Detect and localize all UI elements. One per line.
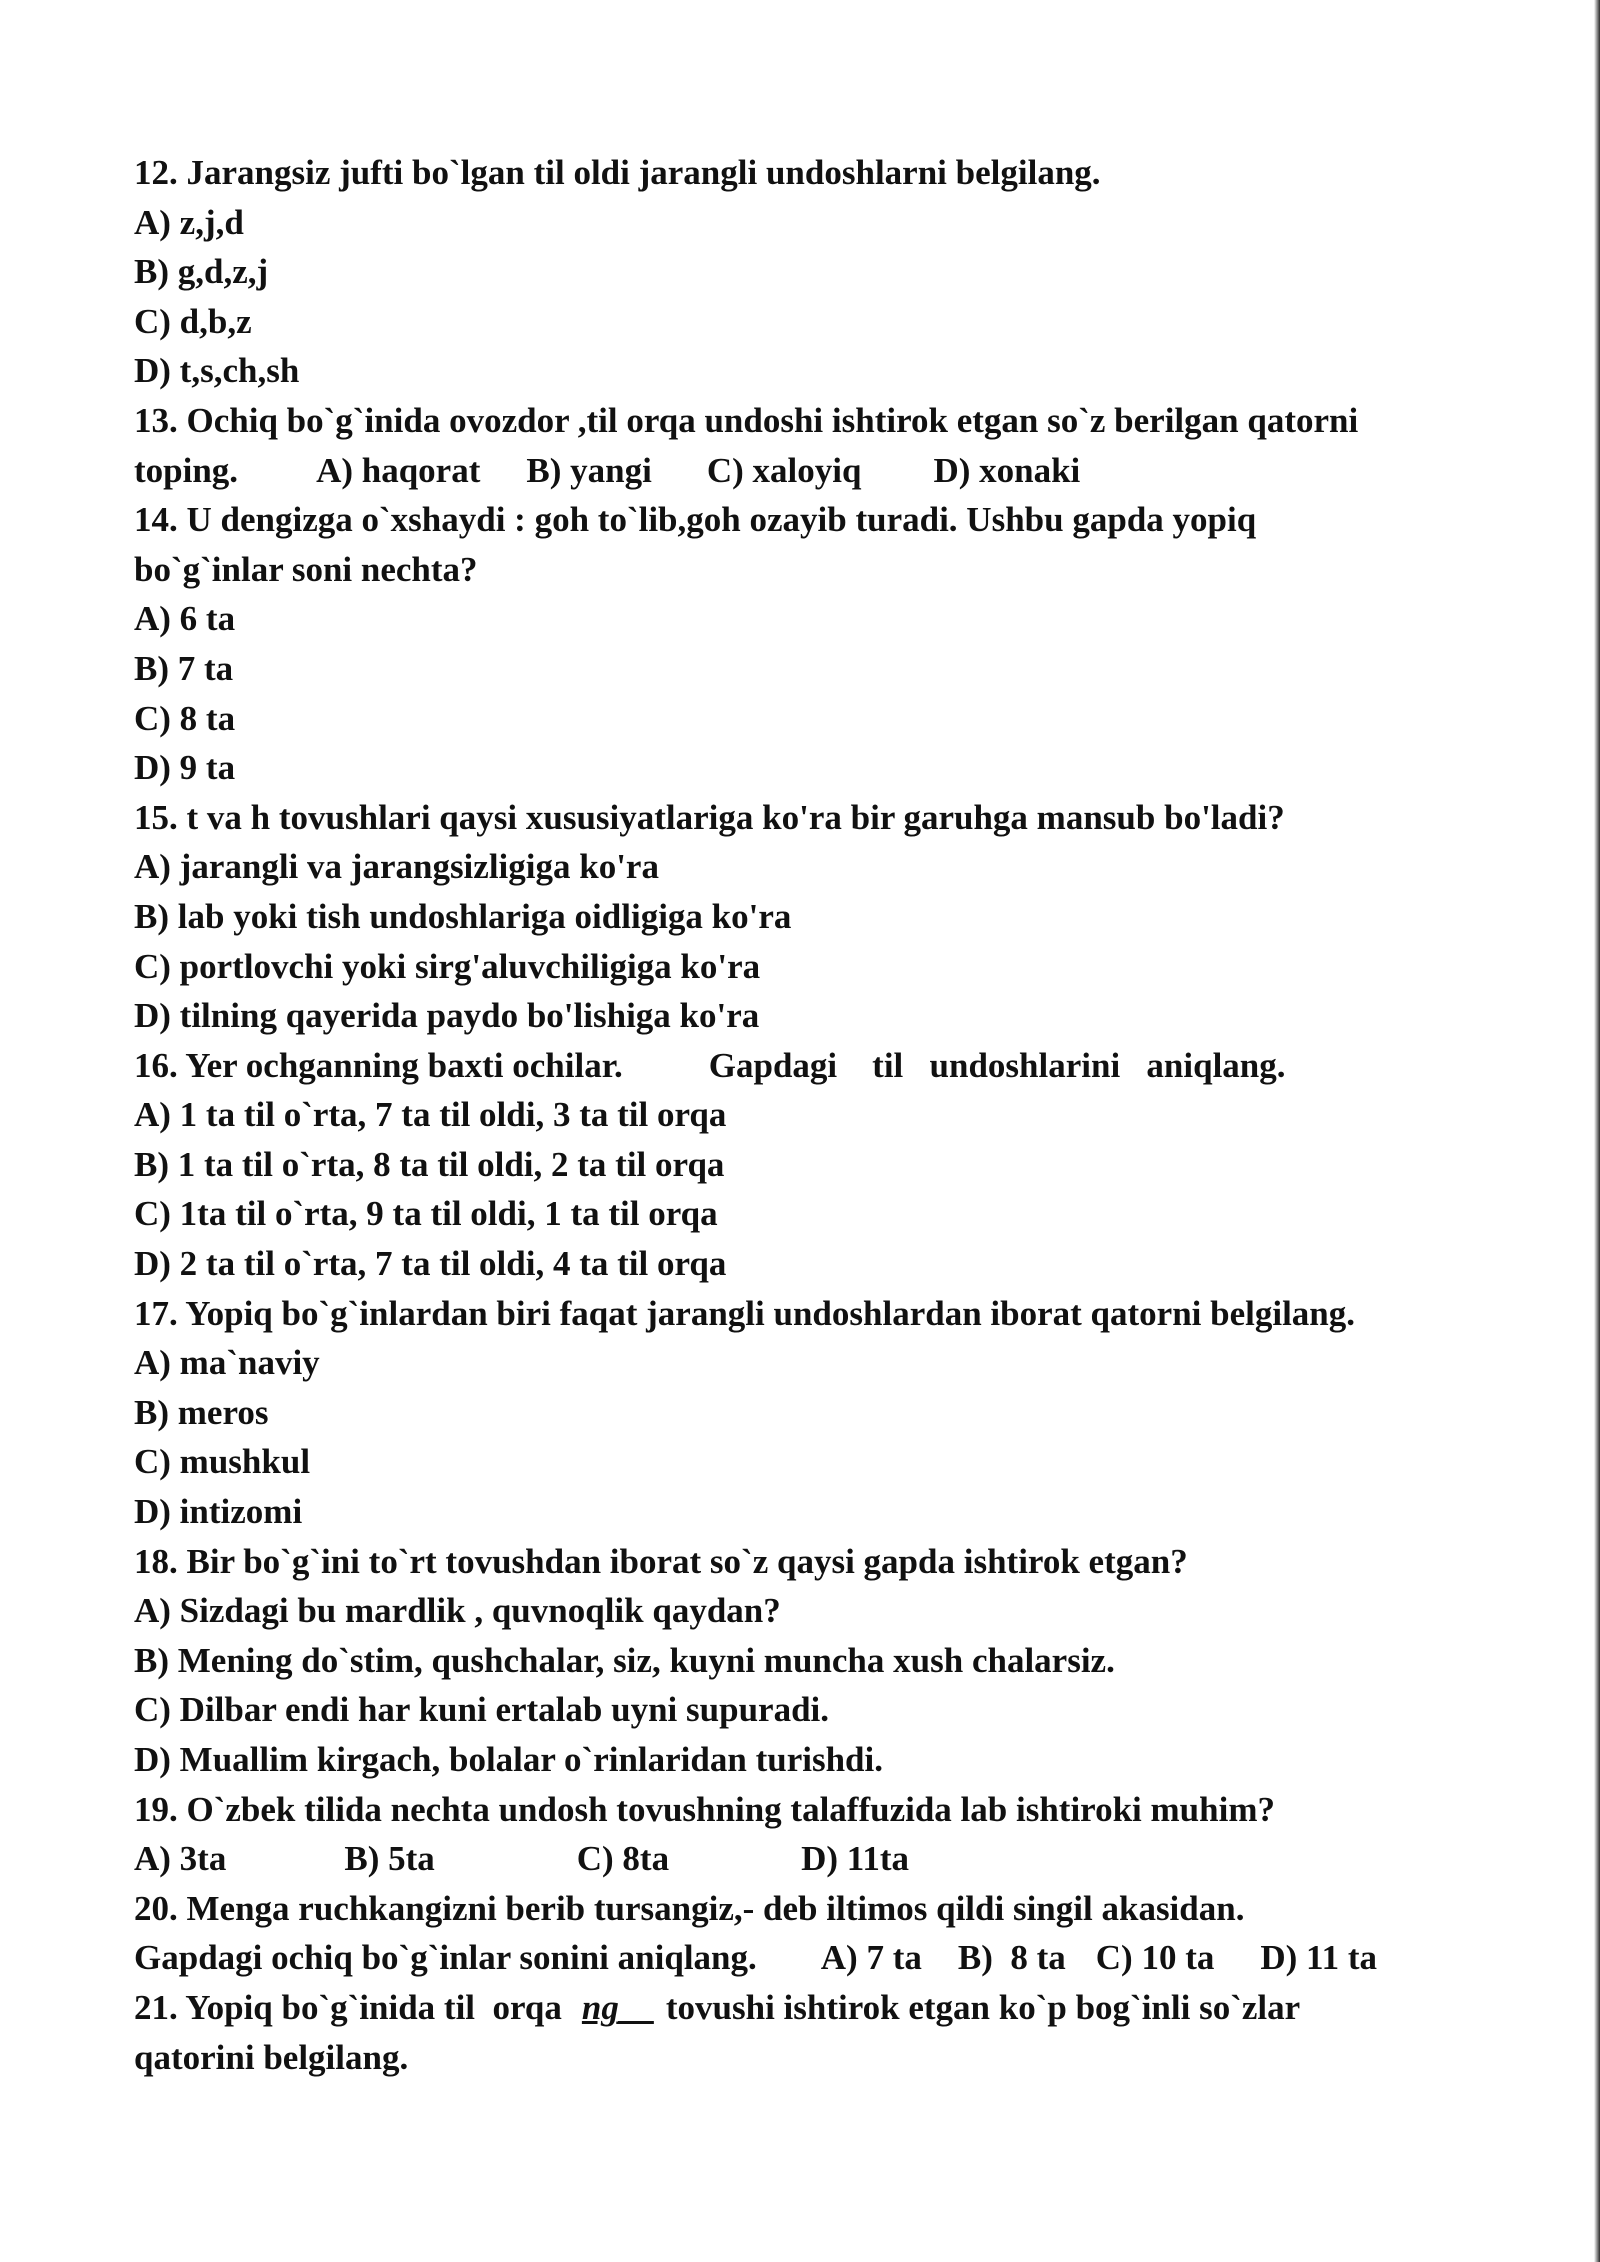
q16-option-b: B) 1 ta til o`rta, 8 ta til oldi, 2 ta til orqa [134,1144,725,1184]
question-12: 12. Jarangsiz jufti bo`lgan til oldi jarangli undoshlarni belgilang. [134,153,1101,192]
q20-option-d: D) 11 ta [1260,1938,1378,1978]
q17-option-d: D) intizomi [134,1492,303,1532]
q14-option-a: A) 6 ta [134,599,236,639]
q18-option-d: D) Muallim kirgach, bolalar o`rinlaridan turishdi. [134,1740,883,1779]
q20-option-c: C) 10 ta [1095,1938,1215,1978]
question-18: 18. Bir bo`g`ini to`rt tovushdan iborat so`z qaysi gapda ishtirok etgan? [134,1541,1188,1581]
q12-option-b: B) g,d,z,j [134,252,269,292]
q17-option-a: A) ma`naviy [134,1343,320,1383]
q20-option-b: B) 8 ta [957,1938,1066,1978]
q13-prefix: toping. [134,450,239,490]
page-edge-shadow [1594,0,1600,2262]
q21-underlined-sound: ng__ [581,1987,654,2027]
q14-option-b: B) 7 ta [134,648,234,688]
q20-option-a: A) 7 ta [820,1938,922,1978]
q13-option-d: D) xonaki [933,450,1081,490]
question-14: 14. U dengizga o`xshaydi : goh to`lib,goh ozayib turadi. Ushbu gapda yopiq [134,500,1257,540]
question-14-cont: bo`g`inlar soni nechta? [134,549,478,589]
q12-option-d: D) t,s,ch,sh [134,351,300,391]
q18-option-a: A) Sizdagi bu mardlik , quvnoqlik qaydan? [134,1591,781,1631]
q16-option-a: A) 1 ta til o`rta, 7 ta til oldi, 3 ta til orqa [134,1095,727,1135]
q15-option-a: A) jarangli va jarangsizligiga ko'ra [134,847,659,887]
question-21 [134,1983,1534,2033]
q15-option-d: D) tilning qayerida paydo bo'lishiga ko'ra [134,996,760,1036]
q21-end: tovushi ishtirok etgan ko`p bog`inli so`zlar [665,1987,1301,2027]
question-16 [134,1041,1534,1091]
q18-option-b: B) Mening do`stim, qushchalar, siz, kuyni muncha xush chalarsiz. [134,1640,1115,1680]
q19-option-b: B) 5ta [344,1839,435,1879]
question-13-options-row [134,446,1534,496]
q18-option-c: C) Dilbar endi har kuni ertalab uyni supuradi. [134,1690,830,1730]
q19-option-c: C) 8ta [576,1839,670,1879]
question-19: 19. O`zbek tilida nechta undosh tovushning talaffuzida lab ishtiroki muhim? [134,1789,1275,1829]
q16-option-d: D) 2 ta til o`rta, 7 ta til oldi, 4 ta til orqa [134,1244,727,1284]
q13-option-c: C) xaloyiq [706,450,862,490]
q16-sentence: 16. Yer ochganning baxti ochilar. [134,1045,623,1085]
q13-option-b: B) yangi [526,450,652,490]
q13-option-a: A) haqorat [316,450,481,490]
question-13: 13. Ochiq bo`g`inida ovozdor ,til orqa undoshi ishtirok etgan so`z berilgan qatorni [134,400,1359,440]
q19-option-d: D) 11ta [801,1839,909,1879]
q16-task: Gapdagi til undoshlarini aniqlang. [708,1045,1286,1085]
q14-option-c: C) 8 ta [134,698,236,738]
question-15: 15. t va h tovushlari qaysi xususiyatlariga ko'ra bir garuhga mansub bo'ladi? [134,797,1285,837]
q15-option-b: B) lab yoki tish undoshlariga oidligiga ko'ra [134,896,792,936]
q12-option-a: A) z,j,d [134,202,244,242]
q12-option-c: C) d,b,z [134,301,252,341]
q19-option-a: A) 3ta [134,1839,227,1879]
q14-option-d: D) 9 ta [134,748,236,788]
q16-option-c: C) 1ta til o`rta, 9 ta til oldi, 1 ta til orqa [134,1194,718,1234]
q15-option-c: C) portlovchi yoki sirg'aluvchiligiga ko'ra [134,946,761,986]
question-21-cont: qatorini belgilang. [134,2037,409,2077]
question-20-options-row [134,1933,1534,1983]
q17-option-c: C) mushkul [134,1442,311,1482]
question-19-options-row [134,1834,1534,1884]
q21-start: 21. Yopiq bo`g`inida til orqa [134,1987,562,2027]
question-17: 17. Yopiq bo`g`inlardan biri faqat jarangli undoshlardan iborat qatorni belgilang. [134,1293,1356,1333]
question-20: 20. Menga ruchkangizni berib tursangiz,- deb iltimos qildi singil akasidan. [134,1888,1245,1928]
q17-option-b: B) meros [134,1392,269,1432]
test-questions [134,148,1534,2082]
q20-prefix: Gapdagi ochiq bo`g`inlar sonini aniqlang. [134,1938,757,1978]
